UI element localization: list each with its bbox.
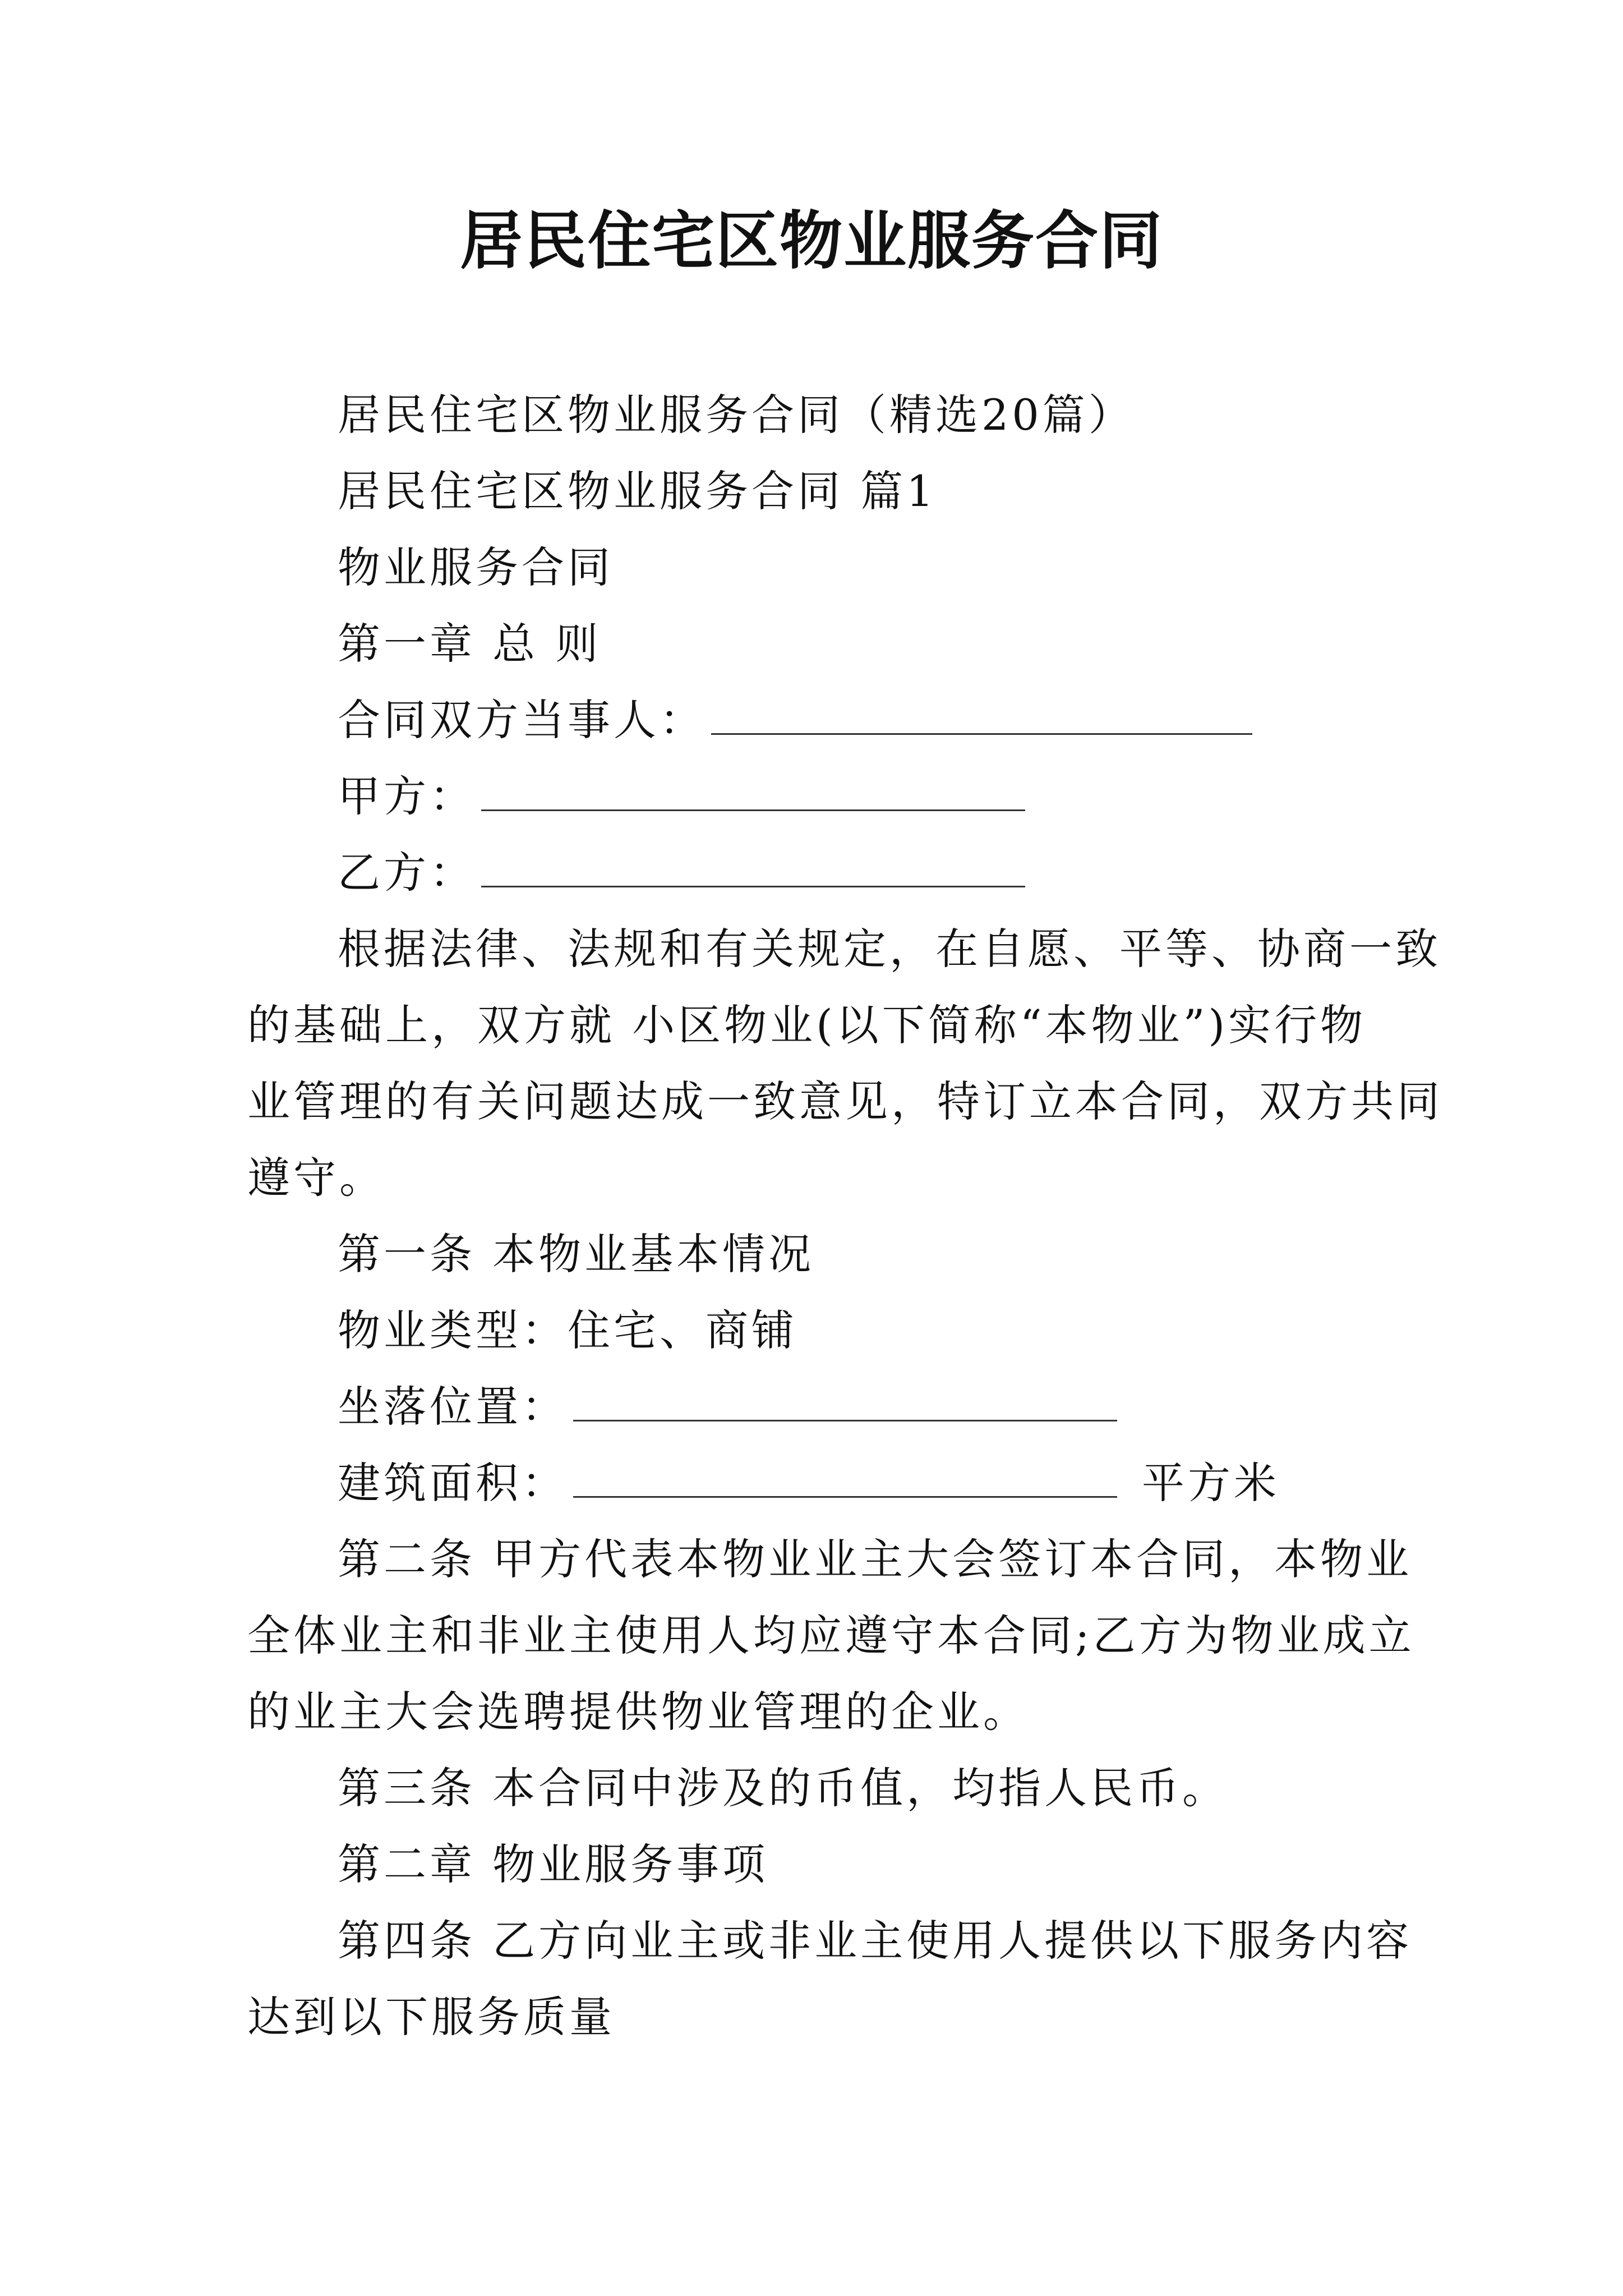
party-a-line [338, 769, 1025, 825]
paragraph-line: 达到以下服务质量 [247, 1992, 615, 2042]
paragraph-line: 遵守。 [247, 1153, 385, 1203]
property-type-line: 物业类型：住宅、商铺 [338, 1305, 797, 1355]
parties-label: 合同双方当事人： [338, 695, 706, 745]
subtitle-line: 居民住宅区物业服务合同（精选20篇） [338, 390, 1135, 440]
paragraph-line: 业管理的有关问题达成一致意见，特订立本合同，双方共同 [247, 1076, 1443, 1126]
party-a-label: 甲方： [338, 771, 476, 821]
document-title: 居民住宅区物业服务合同 [460, 204, 1163, 278]
paragraph-line: 根据法律、法规和有关规定，在自愿、平等、协商一致 [338, 924, 1441, 974]
area-unit: 平方米 [1142, 1458, 1280, 1508]
party-b-line [338, 845, 1025, 901]
area-label: 建筑面积： [338, 1458, 568, 1508]
article-three-line: 第三条 本合同中涉及的币值，均指人民币。 [338, 1763, 1229, 1813]
chapter-one-heading: 第一章 总 则 [338, 619, 602, 669]
paragraph-line: 第二条 甲方代表本物业业主大会签订本合同，本物业 [338, 1534, 1413, 1584]
location-blank-field[interactable] [573, 1382, 1117, 1421]
location-label: 坐落位置： [338, 1382, 568, 1432]
piece-heading: 居民住宅区物业服务合同 篇1 [338, 466, 937, 516]
party-b-blank-field[interactable] [481, 848, 1025, 887]
paragraph-line: 全体业主和非业主使用人均应遵守本合同;乙方为物业成立 [247, 1611, 1415, 1660]
parties-line [338, 692, 1252, 748]
area-blank-field[interactable] [573, 1458, 1117, 1498]
paragraph-line: 的基础上，双方就 小区物业(以下简称“本物业”)实行物 [247, 1000, 1367, 1050]
party-b-label: 乙方： [338, 848, 476, 898]
article-one-heading: 第一条 本物业基本情况 [338, 1229, 815, 1279]
contract-name: 物业服务合同 [338, 542, 614, 592]
paragraph-line: 第四条 乙方向业主或非业主使用人提供以下服务内容 [338, 1916, 1413, 1966]
parties-blank-field[interactable] [711, 695, 1252, 735]
area-line [338, 1455, 1280, 1511]
party-a-blank-field[interactable] [481, 771, 1025, 811]
paragraph-line: 的业主大会选聘提供物业管理的企业。 [247, 1687, 1029, 1737]
chapter-two-heading: 第二章 物业服务事项 [338, 1839, 769, 1889]
location-line [338, 1379, 1117, 1435]
